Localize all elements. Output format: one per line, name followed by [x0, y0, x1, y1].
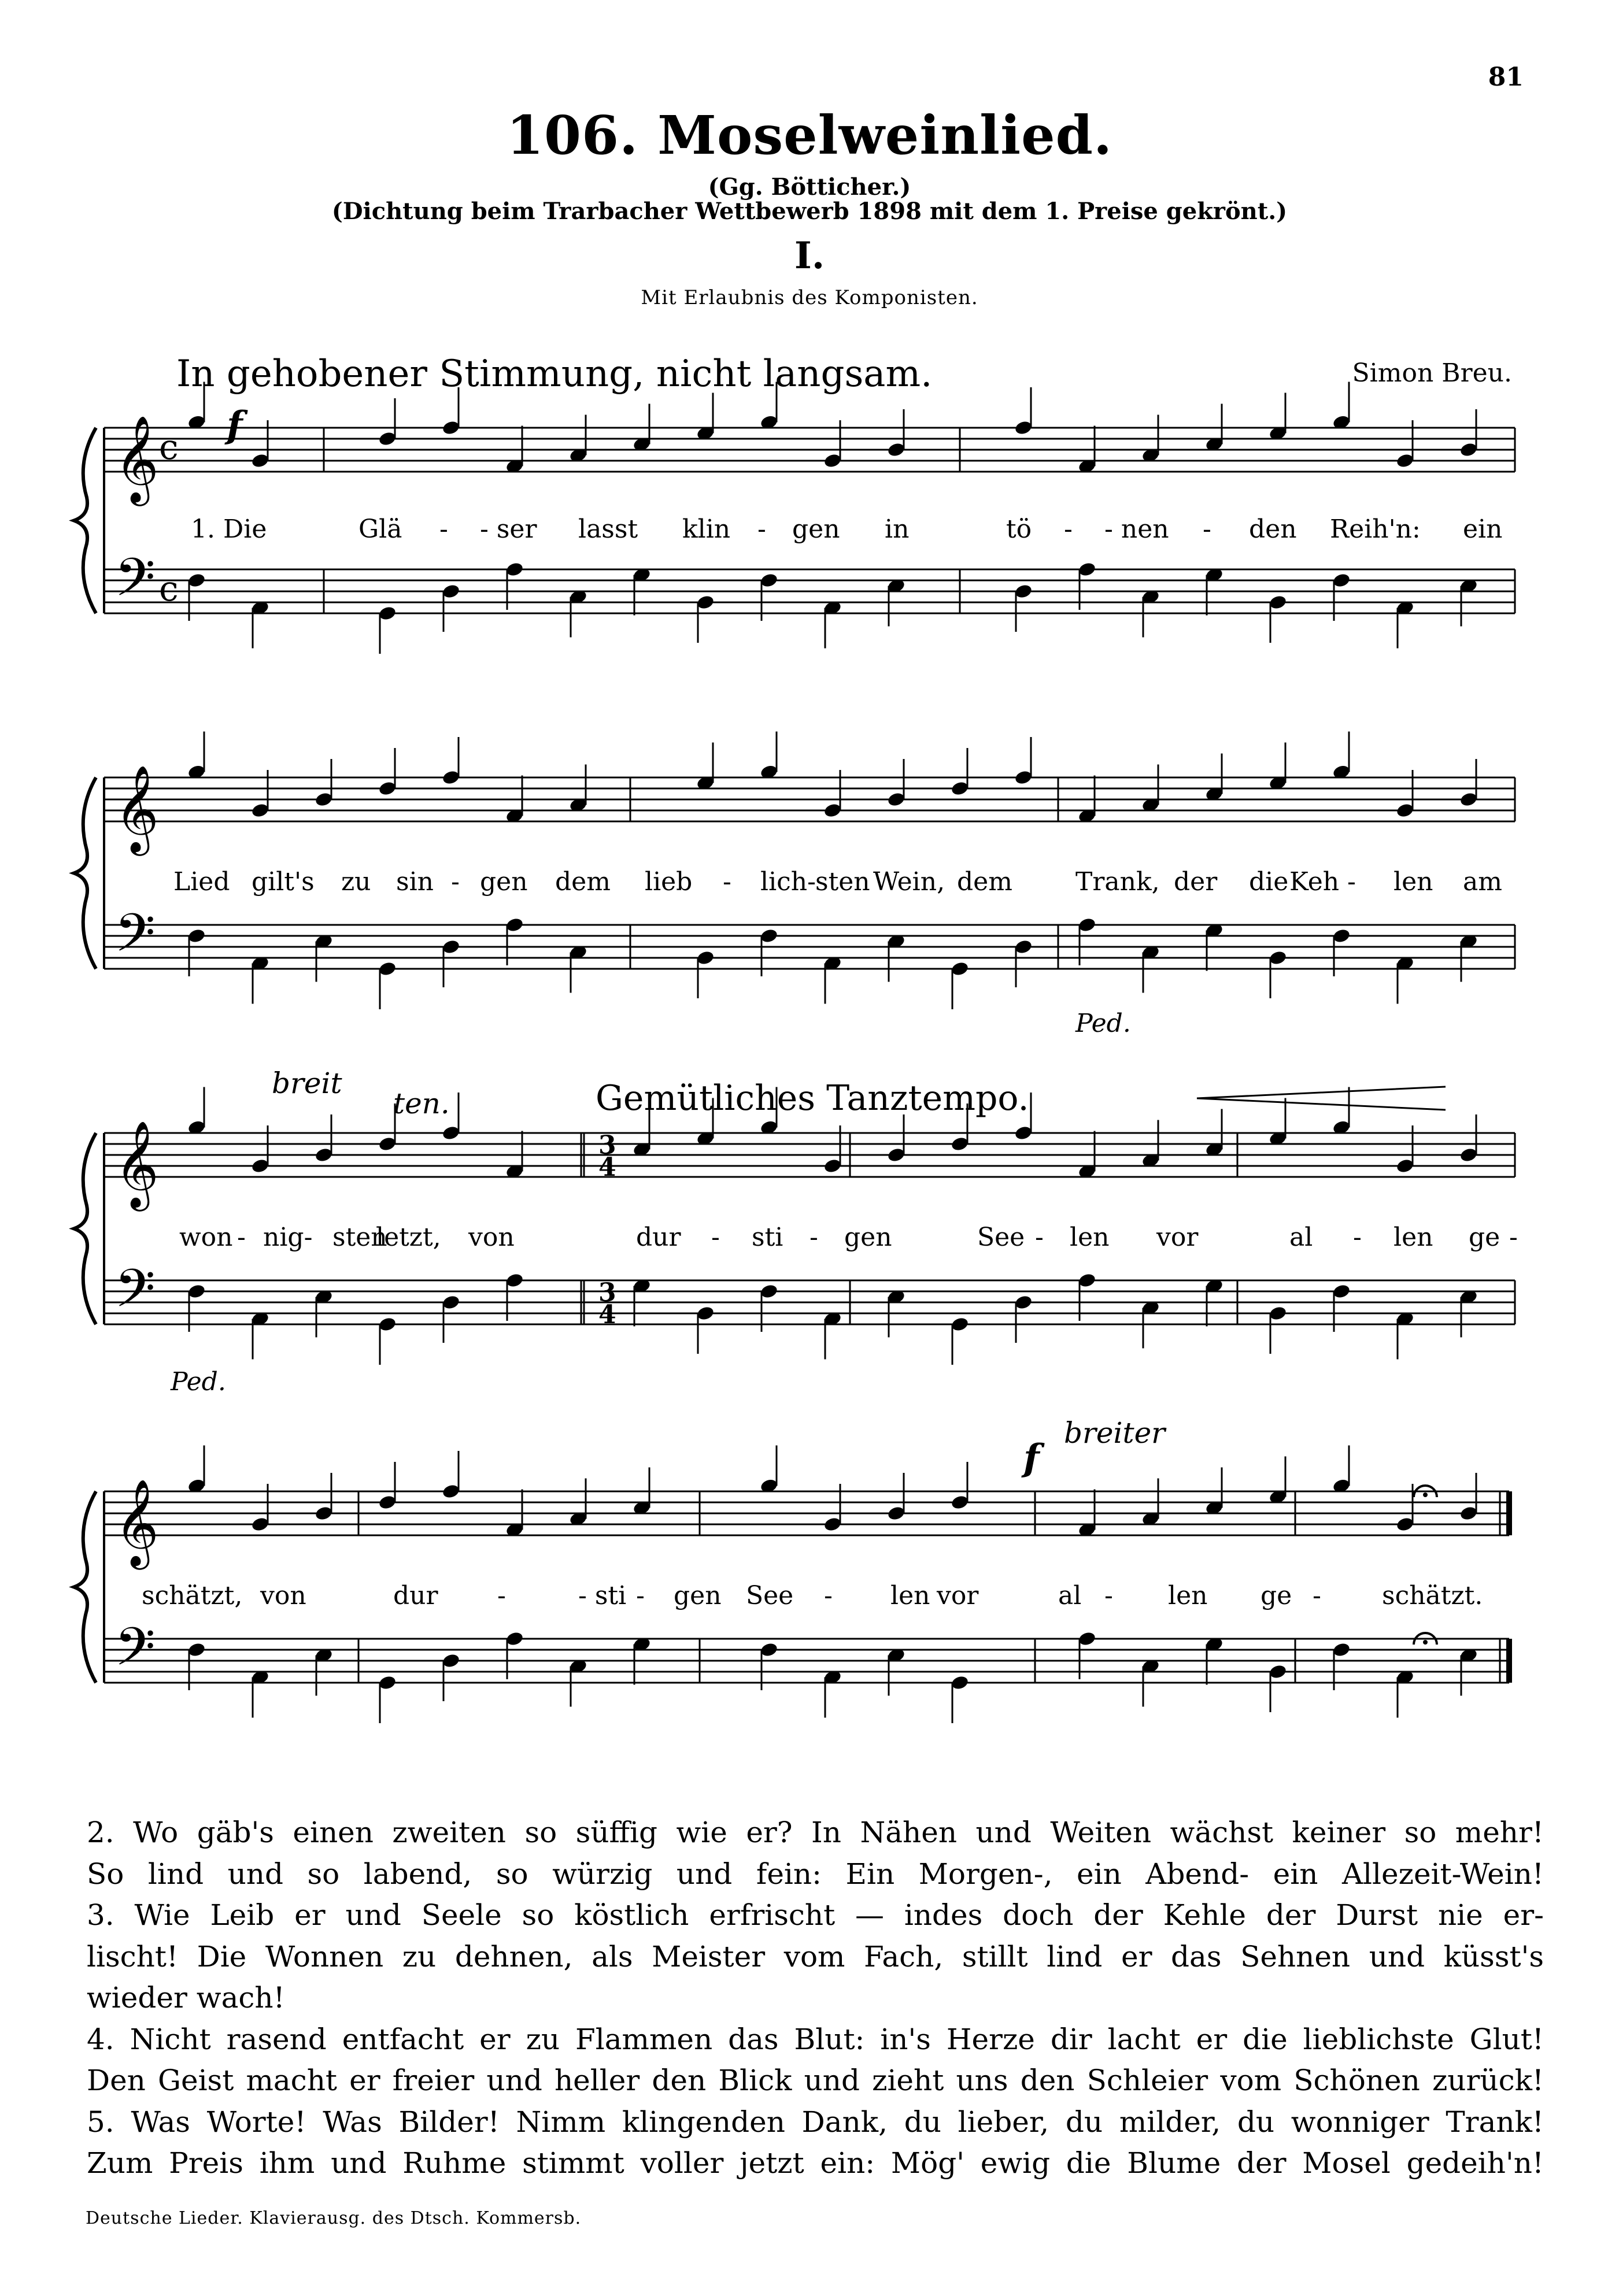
lyric-syllable: in [885, 514, 910, 544]
competition-note: (Dichtung beim Trarbacher Wettbewerb 1898 mit dem 1. Preise gekrönt.) [331, 198, 1288, 225]
direction-breiter: breiter [1064, 1416, 1166, 1450]
lyric-syllable: vor [1156, 1223, 1199, 1252]
lyric-syllable: lasst [578, 514, 638, 544]
treble-clef: 𝄞 [114, 764, 159, 852]
lyric-syllable: sten [332, 1223, 387, 1252]
verse-line: Den Geist macht er freier und heller den Blick und zieht uns den Schleier vom Schönen zurück! [87, 2064, 1544, 2097]
bass-clef: 𝄢 [114, 1616, 156, 1690]
verse-line: So lind und so labend, so würzig und fein: Ein Morgen-, ein Abend- ein Allezeit-Wein! [87, 1857, 1544, 1891]
direction-breit: breit [272, 1066, 342, 1100]
lyric-syllable: sin [396, 867, 434, 897]
lyric-syllable: tö [1006, 514, 1032, 544]
lyric-syllable: - [1509, 1223, 1518, 1252]
fermata-dot [1423, 1493, 1428, 1497]
composer-credit: Simon Breu. [1352, 358, 1512, 388]
publication-footer: Deutsche Lieder. Klavierausg. des Dtsch. Kommersb. [86, 2208, 582, 2228]
tempo-marking-opening: In gehobener Stimmung, nicht langsam. [176, 353, 933, 395]
lyric-syllable: zu [341, 867, 371, 897]
lyric-syllable: dur [393, 1581, 438, 1610]
lyric-syllable: - [439, 514, 448, 544]
time-signature-bottom: 4 [598, 1300, 616, 1330]
lyric-syllable: die [1249, 867, 1289, 897]
lyric-syllable: Lied [173, 867, 230, 897]
verse-line: 5. Was Worte! Was Bilder! Nimm klingenden Dank, du lieber, du milder, du wonniger Trank! [87, 2105, 1544, 2139]
lyric-syllable: - ser [480, 514, 537, 544]
lyric-syllable: - [1347, 867, 1356, 897]
bass-clef: 𝄢 [114, 547, 156, 621]
verse-line: Zum Preis ihm und Ruhme stimmt voller jetzt ein: Mög' ewig die Blume der Mosel gedeih'n! [87, 2146, 1544, 2180]
lyric-syllable: nig- [263, 1223, 313, 1252]
pedal-mark-2: Ped. [171, 1367, 226, 1397]
lyric-syllable: - [1064, 514, 1073, 544]
brace [74, 428, 96, 613]
verse-line: 2. Wo gäb's einen zweiten so süffig wie er? In Nähen und Weiten wächst keiner so mehr! [87, 1816, 1544, 1849]
lyric-syllable: ein [1463, 514, 1503, 544]
lyric-syllable: Trank, [1075, 867, 1160, 897]
lyric-syllable: klin [682, 514, 731, 544]
lyric-syllable: der [1174, 867, 1218, 897]
lyric-syllable: letzt, [376, 1223, 441, 1252]
lyric-syllable: sti [752, 1223, 783, 1252]
part-number: I. [794, 234, 825, 277]
lyric-syllable: - [1203, 514, 1211, 544]
lyric-syllable: gen [792, 514, 840, 544]
brace [74, 777, 96, 969]
lyric-syllable: lich- [760, 867, 816, 897]
poet-credit: (Gg. Bötticher.) [708, 173, 911, 201]
lyric-syllable: gen [480, 867, 528, 897]
lyric-syllable: - sti [578, 1581, 627, 1610]
lyric-syllable: 1. Die [191, 514, 267, 544]
lyric-syllable: gen [674, 1581, 722, 1610]
lyric-syllable: gen [844, 1223, 892, 1252]
lyric-syllable: Reih'n: [1330, 514, 1421, 544]
lyric-syllable: - [1035, 1223, 1044, 1252]
fermata-dot [1423, 1640, 1428, 1645]
crescendo-hairpin [1197, 1087, 1446, 1110]
lyric-syllable: von [468, 1223, 515, 1252]
lyric-syllable: See [977, 1223, 1025, 1252]
lyric-syllable: See [746, 1581, 794, 1610]
verse-line: 4. Nicht rasend entfacht er zu Flammen das Blut: in's Herze dir lacht er die lieblichste Glut! [87, 2022, 1544, 2056]
lyric-syllable: - [237, 1223, 246, 1252]
lyric-syllable: al [1289, 1223, 1313, 1252]
lyric-syllable: len [1393, 867, 1433, 897]
lyric-syllable: - [497, 1581, 506, 1610]
lyric-syllable: vor [937, 1581, 979, 1610]
lyric-syllable: - [824, 1581, 833, 1610]
lyric-syllable: - [1104, 1581, 1113, 1610]
time-signature-bottom: 4 [598, 1153, 616, 1182]
lyric-syllable: won [179, 1223, 233, 1252]
common-time: c [159, 427, 179, 468]
lyric-syllable: - [451, 867, 460, 897]
treble-clef: 𝄞 [114, 1478, 159, 1566]
lyric-syllable: ge [1469, 1223, 1500, 1252]
lyric-syllable: len [1168, 1581, 1208, 1610]
lyric-syllable: dem [957, 867, 1012, 897]
lyric-syllable: - [1353, 1223, 1362, 1252]
lyric-syllable: schätzt, [142, 1581, 243, 1610]
lyric-syllable: gilt's [252, 867, 315, 897]
lyric-syllable: von [260, 1581, 306, 1610]
lyric-syllable: - [757, 514, 766, 544]
lyric-syllable: am [1463, 867, 1502, 897]
lyric-syllable: - [1313, 1581, 1321, 1610]
additional-verses [87, 1812, 1544, 2184]
dynamic-forte-opening: f [227, 403, 243, 447]
direction-ten: ten. [393, 1087, 450, 1120]
lyric-syllable: sten [815, 867, 870, 897]
lyric-syllable: dem [555, 867, 611, 897]
pedal-mark-1: Ped. [1075, 1009, 1131, 1038]
verse-line: 3. Wie Leib er und Seele so köstlich erfrischt — indes doch der Kehle der Durst nie er- [87, 1898, 1544, 1932]
lyric-syllable: Glä [358, 514, 402, 544]
lyric-syllable: - [723, 867, 731, 897]
lyric-syllable: len [1070, 1223, 1110, 1252]
lyric-syllable: al [1058, 1581, 1082, 1610]
lyric-syllable: - [711, 1223, 720, 1252]
treble-clef: 𝄞 [114, 1120, 159, 1208]
lyric-syllable: lieb [645, 867, 693, 897]
lyric-syllable: Keh [1289, 867, 1340, 897]
lyric-syllable: Wein, [873, 867, 945, 897]
verse-line: wieder wach! [87, 1981, 285, 2014]
page-number: 81 [1488, 62, 1524, 92]
lyric-syllable: - nen [1104, 514, 1169, 544]
tempo-marking-dance: Gemütliches Tanztempo. [596, 1078, 1029, 1119]
lyric-syllable: dur [636, 1223, 681, 1252]
lyric-syllable: schätzt. [1382, 1581, 1483, 1610]
lyric-syllable: len [1393, 1223, 1433, 1252]
treble-clef: 𝄞 [114, 414, 159, 502]
lyric-syllable: den [1249, 514, 1297, 544]
brace [74, 1491, 96, 1683]
lyric-syllable: ge [1261, 1581, 1292, 1610]
permission-note: Mit Erlaubnis des Komponisten. [641, 286, 978, 309]
time-signature-top: 3 [598, 1131, 616, 1160]
lyric-syllable: len [890, 1581, 930, 1610]
dynamic-forte: f [1023, 1436, 1040, 1480]
verse-line: lischt! Die Wonnen zu dehnen, als Meister vom Fach, stillt lind er das Sehnen und küsst's [87, 1939, 1544, 1973]
time-signature-top: 3 [598, 1278, 616, 1308]
bass-clef: 𝄢 [114, 1258, 156, 1332]
bass-clef: 𝄢 [114, 902, 156, 976]
song-title: 106. Moselweinlied. [507, 104, 1112, 166]
lyric-syllable: - [636, 1581, 645, 1610]
lyric-syllable: - [810, 1223, 818, 1252]
common-time: c [159, 569, 179, 609]
brace [74, 1133, 96, 1324]
